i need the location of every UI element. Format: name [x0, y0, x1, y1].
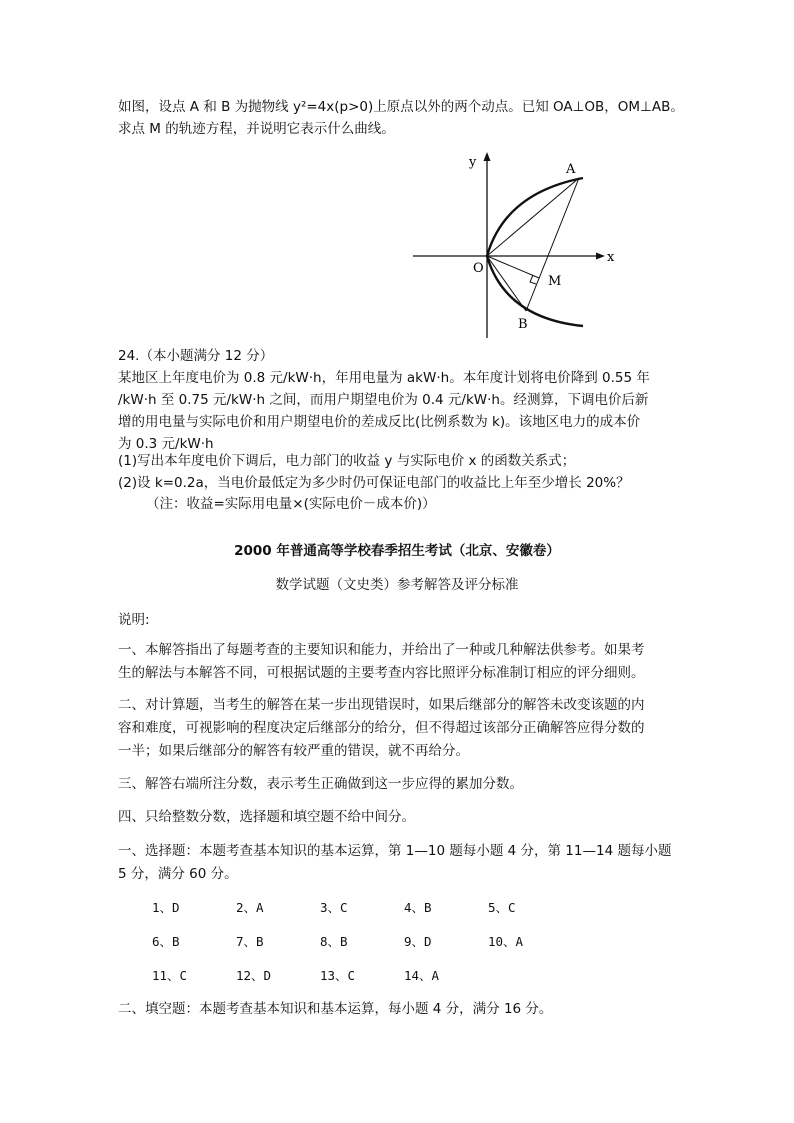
- rule1-line2: 生的解法与本解答不同，可根据试题的主要考查内容比照评分标准制订相应的评分细则。: [118, 665, 645, 681]
- rule2-line3: 一半；如果后继部分的解答有较严重的错误，就不再给分。: [118, 743, 469, 759]
- rule4: 四、只给整数分数，选择题和填空题不给中间分。: [118, 809, 415, 825]
- problem24-line3: 增的用电量与实际电价和用户期望电价的差成反比(比例系数为 k)。该地区电力的成本价: [118, 414, 641, 430]
- rule3: 三、解答右端所注分数，表示考生正确做到这一步应得的累加分数。: [118, 776, 523, 792]
- rule1-line1: 一、本解答指出了每题考查的主要知识和能力，并给出了一种或几种解法供参考。如果考: [118, 642, 645, 658]
- choice-answer: 13、C: [320, 968, 356, 983]
- segment-ab: [526, 178, 579, 311]
- problem24-header: 24.（本小题满分 12 分）: [118, 348, 274, 364]
- problem23-line1: 如图，设点 A 和 B 为抛物线 y²=4x(p>0)上原点以外的两个动点。已知 OA⊥OB，OM⊥AB。: [118, 99, 684, 115]
- label-y: y: [469, 155, 477, 170]
- answers-title: 2000 年普通高等学校春季招生考试（北京、安徽卷）: [234, 543, 560, 559]
- problem24-q2: (2)设 k=0.2a，当电价最低定为多少时仍可保证电部门的收益比上年至少增长 20%？: [118, 475, 630, 491]
- choice-line1: 一、选择题：本题考查基本知识的基本运算，第 1—10 题每小题 4 分，第 11—14 题每小题: [118, 843, 672, 859]
- choice-answer: 11、C: [152, 968, 188, 983]
- choice-answer: 3、C: [320, 900, 348, 915]
- label-a: A: [566, 162, 576, 177]
- y-axis-arrow: [484, 152, 491, 161]
- problem23-line2: 求点 M 的轨迹方程，并说明它表示什么曲线。: [118, 121, 395, 137]
- choice-answer: 7、B: [236, 934, 264, 949]
- choice-answer: 10、A: [488, 934, 524, 949]
- problem24-q1: (1)写出本年度电价下调后，电力部门的收益 y 与实际电价 x 的函数关系式；: [118, 453, 576, 469]
- label-x: x: [607, 250, 615, 265]
- problem24-note: （注：收益=实际用电量×(实际电价－成本价)）: [146, 496, 436, 512]
- rule2-line2: 容和难度，可视影响的程度决定后继部分的给分，但不得超过该部分正确解答应得分数的: [118, 720, 645, 736]
- label-m: M: [548, 274, 562, 289]
- explain-label: 说明:: [118, 612, 150, 628]
- parabola-curve: [487, 178, 583, 326]
- answers-subtitle: 数学试题（文史类）参考解答及评分标准: [275, 577, 519, 593]
- fill-in-section: 二、填空题：本题考查基本知识和基本运算，每小题 4 分，满分 16 分。: [118, 1001, 553, 1017]
- choice-answer: 6、B: [152, 934, 180, 949]
- problem24-line4: 为 0.3 元/kW·h: [118, 436, 214, 452]
- choice-answer: 8、B: [320, 934, 348, 949]
- label-b: B: [518, 317, 528, 332]
- problem24-line1: 某地区上年度电价为 0.8 元/kW·h，年用电量为 akW·h。本年度计划将电价降到 0.55 年: [118, 370, 650, 386]
- choice-answer: 9、D: [404, 934, 432, 949]
- choice-line2: 5 分，满分 60 分。: [118, 866, 238, 882]
- problem24-line2: /kW·h 至 0.75 元/kW·h 之间，而用户期望电价为 0.4 元/kW·h。经测算，下调电价后新: [118, 392, 649, 408]
- choice-answer: 12、D: [236, 968, 272, 983]
- parabola-figure: [405, 148, 625, 343]
- x-axis-arrow: [596, 253, 605, 260]
- choice-answer: 2、A: [236, 900, 264, 915]
- choice-answer: 4、B: [404, 900, 432, 915]
- rule2-line1: 二、对计算题，当考生的解答在某一步出现错误时，如果后继部分的解答未改变该题的内: [118, 697, 645, 713]
- choice-answer: 5、C: [488, 900, 516, 915]
- choice-answer: 14、A: [404, 968, 440, 983]
- label-o: O: [473, 261, 484, 276]
- segment-oa: [487, 178, 579, 256]
- choice-answer: 1、D: [152, 900, 180, 915]
